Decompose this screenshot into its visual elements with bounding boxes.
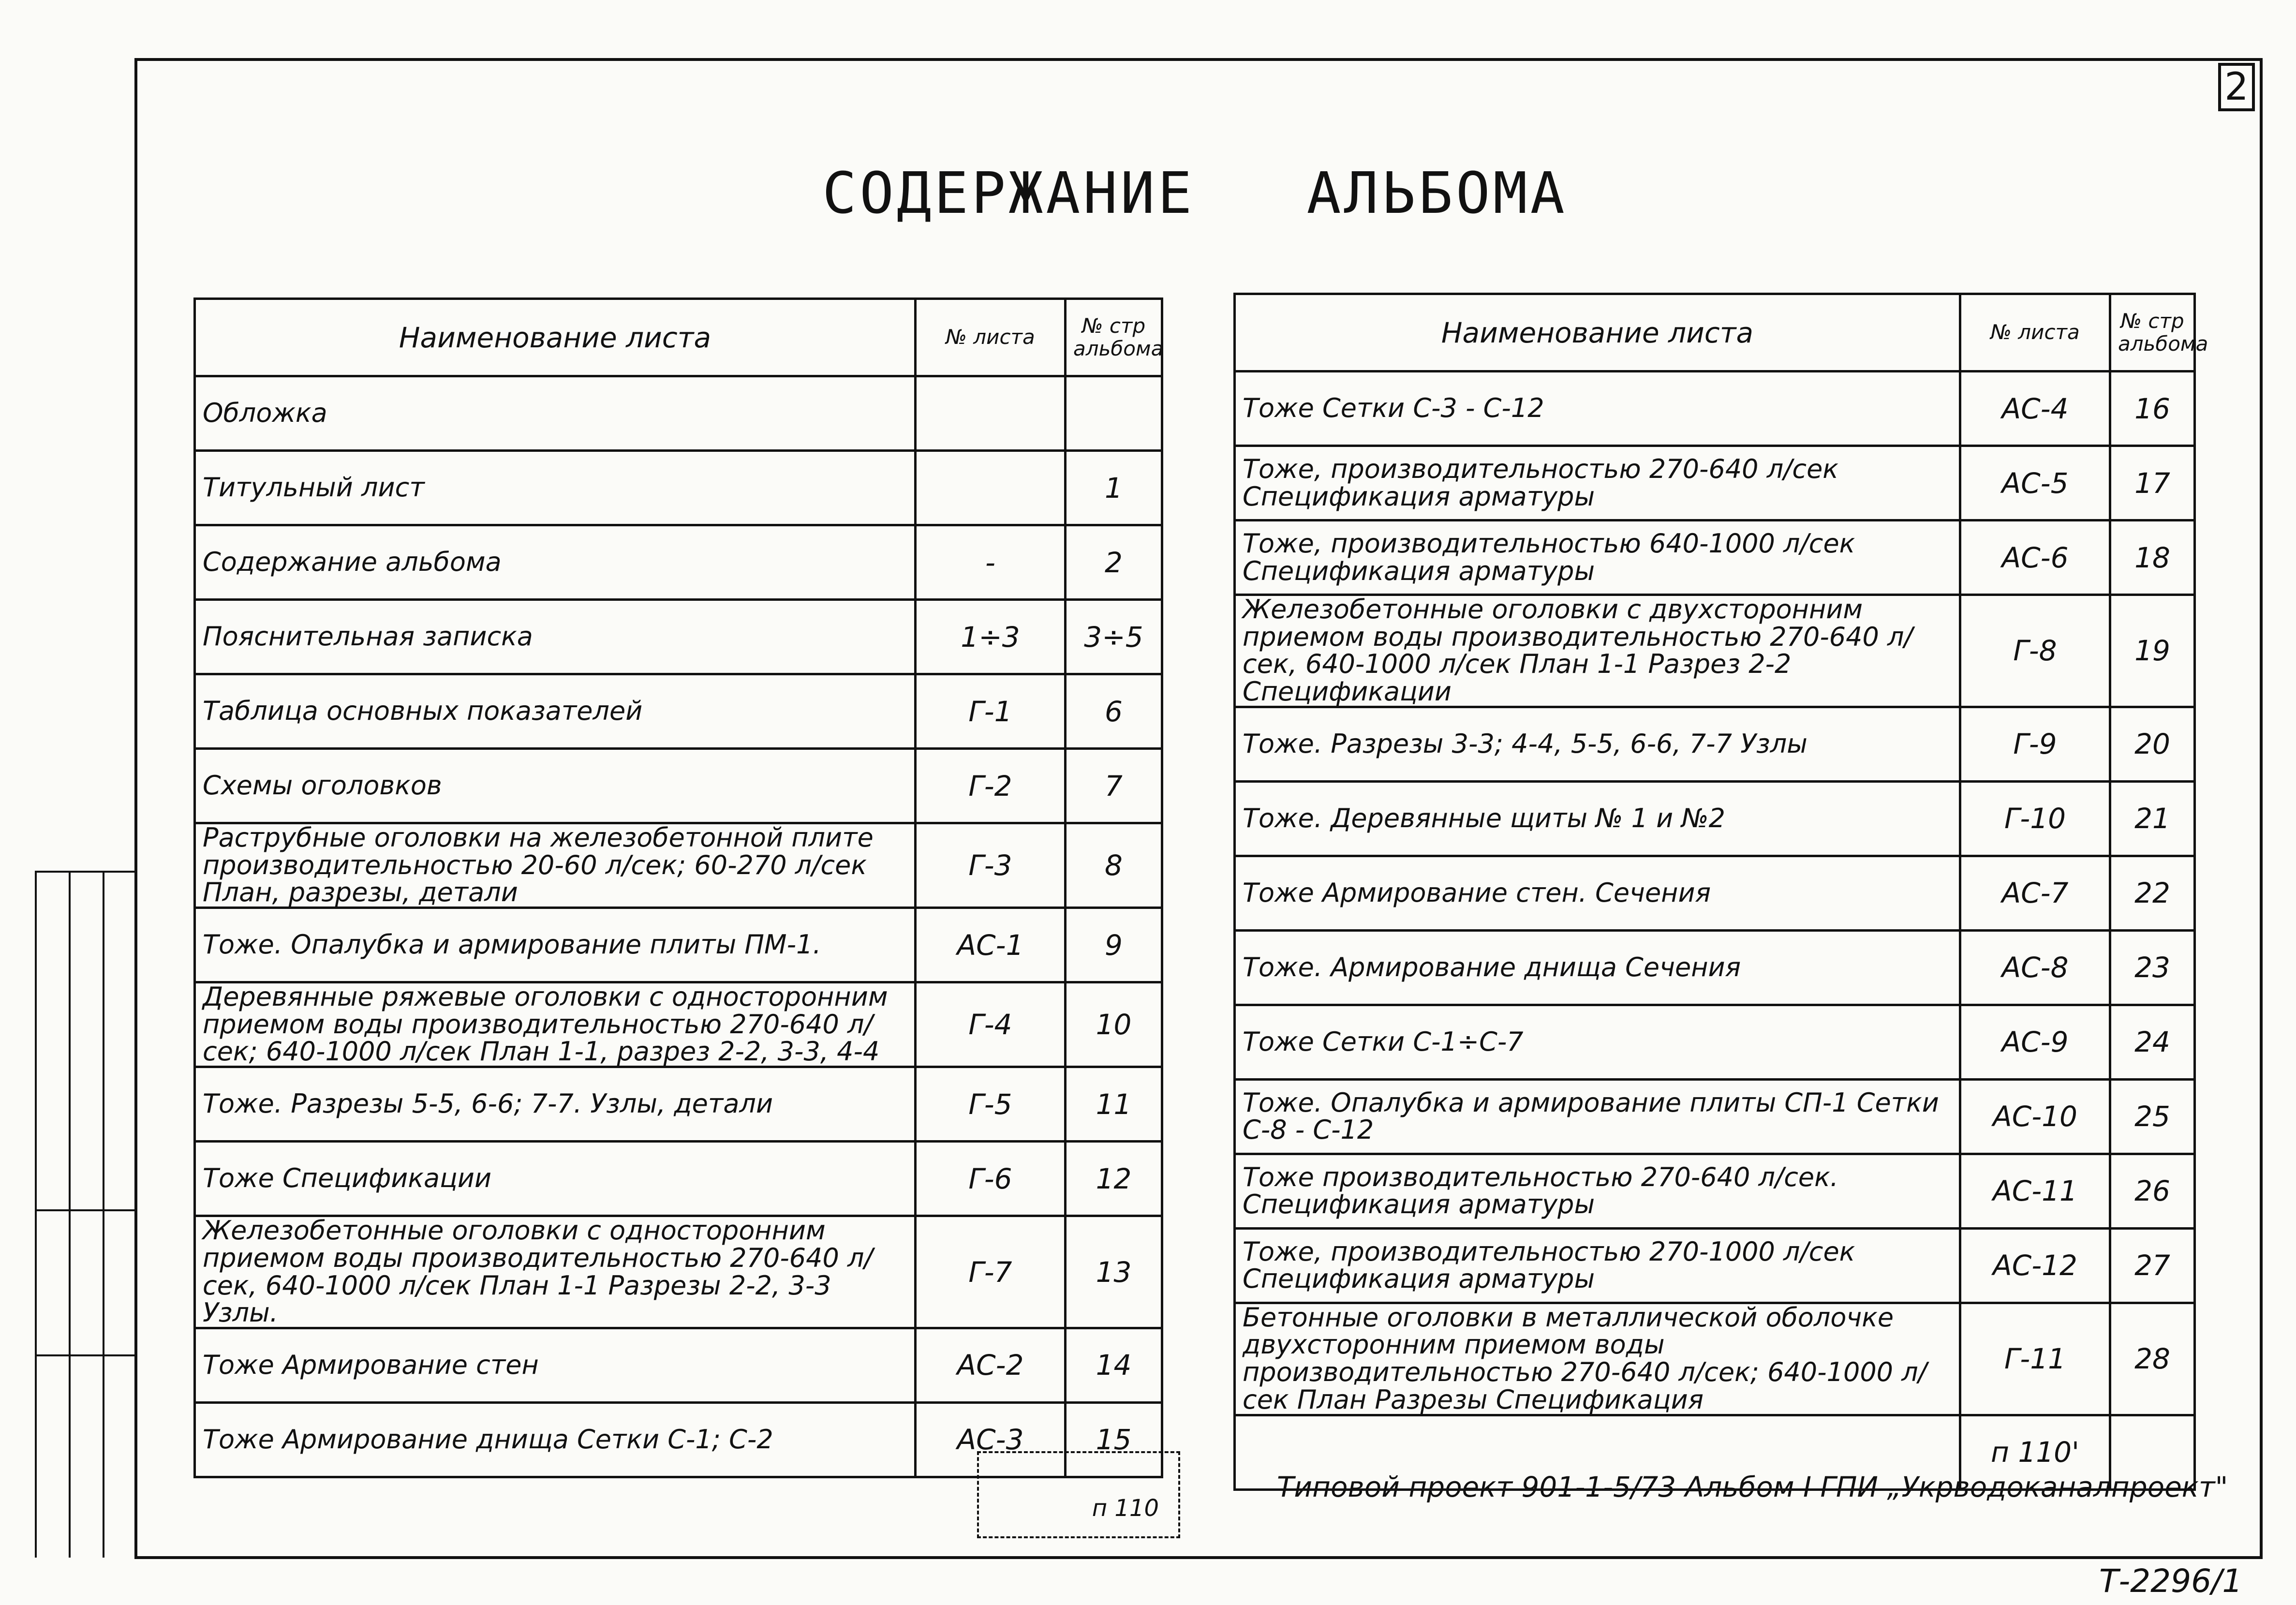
sheet-title-cell: Железобетонные оголовки с односторонним приемом воды производительностью 270-640 л/сек, 640-1000 л/сек План 1-1 Разрезы 2-2, 3-3 Узлы. [195,1216,916,1328]
table-row [195,908,1162,982]
project-stamp: Типовой проект 901-1-5/73 Альбом I ГПИ „Укрводоканалпроект" [1277,1471,2228,1503]
page-reference: п 110 [1092,1495,1159,1522]
sheet-number-cell: Г-1 [916,674,1066,749]
page-number-cell: 26 [2110,1154,2195,1228]
sheet-number-cell: п 110' [1960,1415,2110,1489]
table-row [195,376,1162,451]
page-number-cell: 24 [2110,1005,2195,1079]
sheet-title-cell: Обложка [195,376,916,451]
sheet-number: 2 [2224,65,2249,109]
page-number-cell: 3÷5 [1066,600,1162,674]
table-row [1235,1079,2195,1154]
sheet-number-cell: АС-10 [1960,1079,2110,1154]
sheet-title-cell: Тоже, производительностью 270-1000 л/сек Спецификация арматуры [1235,1228,1960,1303]
sheet-title-cell: Титульный лист [195,451,916,525]
sheet-title-cell: Бетонные оголовки в металлической оболочке двухсторонним приемом воды производительностью 270-640 л/сек; 640-1000 л/сек План Разрезы Спецификация [1235,1303,1960,1415]
page-number-cell: 11 [1066,1067,1162,1142]
table-row [1235,1228,2195,1303]
sheet-title-cell: Пояснительная записка [195,600,916,674]
table-row [1235,707,2195,781]
sheet-number-cell: Г-7 [916,1216,1066,1328]
page-number-cell: 8 [1066,823,1162,908]
table-header-row [195,299,1162,376]
table-row [1235,1303,2195,1415]
table-row [1235,520,2195,595]
sheet-number-cell: АС-4 [1960,372,2110,446]
page-number-cell: 12 [1066,1142,1162,1216]
sheet-title-cell: Тоже Сетки С-3 - С-12 [1235,372,1960,446]
header-name: Наименование листа [1235,294,1960,372]
sheet-title-cell: Тоже Спецификации [195,1142,916,1216]
table-row [1235,372,2195,446]
sheet-number-cell: АС-11 [1960,1154,2110,1228]
page-number-cell [1066,376,1162,451]
table-row [1235,930,2195,1005]
table-row [1235,595,2195,707]
page-number-cell: 20 [2110,707,2195,781]
sheet-number-cell: АС-1 [916,908,1066,982]
sheet-number-cell: АС-6 [1960,520,2110,595]
page-number-cell: 22 [2110,856,2195,930]
sheet-number-cell: Г-10 [1960,781,2110,856]
sheet-number-cell: 1÷3 [916,600,1066,674]
page-number-cell: 1 [1066,451,1162,525]
page-number-cell: 10 [1066,982,1162,1067]
page-title: СОДЕРЖАНИЕ АЛЬБОМА [822,160,1568,226]
table-row [1235,1154,2195,1228]
page-number-cell: 15 [1066,1402,1162,1477]
table-header-row [1235,294,2195,372]
sheet-title-cell: Тоже производительностью 270-640 л/сек. Спецификация арматуры [1235,1154,1960,1228]
sheet-title-cell: Тоже. Опалубка и армирование плиты ПМ-1. [195,908,916,982]
sheet-title-cell: Тоже, производительностью 640-1000 л/сек Спецификация арматуры [1235,520,1960,595]
sheet-number-cell: - [916,525,1066,600]
sheet-number-cell: Г-11 [1960,1303,2110,1415]
contents-table-right [1233,293,2208,1491]
header-page-no: № стр альбома [2110,294,2195,372]
table-row [195,1067,1162,1142]
sheet-title-cell: Тоже. Армирование днища Сечения [1235,930,1960,1005]
page-number-cell: 16 [2110,372,2195,446]
sheet-title-cell: Тоже. Опалубка и армирование плиты СП-1 Сетки С-8 - С-12 [1235,1079,1960,1154]
sheet-title-cell: Таблица основных показателей [195,674,916,749]
table-row [195,1328,1162,1402]
table-row [195,982,1162,1067]
page-number-cell: 9 [1066,908,1162,982]
sheet-number-cell: Г-2 [916,749,1066,823]
sheet-number-cell [916,376,1066,451]
sheet-number-cell: АС-7 [1960,856,2110,930]
page-number-cell: 18 [2110,520,2195,595]
sheet-title-cell: Тоже. Разрезы 5-5, 6-6; 7-7. Узлы, детали [195,1067,916,1142]
sheet-number-cell: АС-8 [1960,930,2110,1005]
table-row [195,451,1162,525]
sheet-number-cell: Г-8 [1960,595,2110,707]
table-row [195,749,1162,823]
sheet-title-cell: Тоже. Разрезы 3-3; 4-4, 5-5, 6-6, 7-7 Узлы [1235,707,1960,781]
table-row [195,1216,1162,1328]
sheet-number-cell: АС-9 [1960,1005,2110,1079]
page-number-cell: 28 [2110,1303,2195,1415]
sheet-number-cell: АС-5 [1960,446,2110,520]
sheet-title-cell: Тоже Сетки С-1÷С-7 [1235,1005,1960,1079]
table-row [195,1142,1162,1216]
table-row [195,525,1162,600]
sheet-title-cell: Железобетонные оголовки с двухсторонним приемом воды производительностью 270-640 л/сек, 640-1000 л/сек План 1-1 Разрез 2-2 Спецификации [1235,595,1960,707]
header-name: Наименование листа [195,299,916,376]
sheet-number-cell: Г-4 [916,982,1066,1067]
sheet-title-cell: Тоже Армирование стен [195,1328,916,1402]
sheet-number-cell: АС-2 [916,1328,1066,1402]
document-code: Т-2296/1 [2099,1562,2243,1600]
sheet-number-cell: Г-9 [1960,707,2110,781]
sheet-title-cell: Тоже Армирование днища Сетки С-1; С-2 [195,1402,916,1477]
sheet-title-cell: Схемы оголовков [195,749,916,823]
table-row [195,674,1162,749]
sheet-number-cell [916,451,1066,525]
table-row [1235,446,2195,520]
page-number-cell: 6 [1066,674,1162,749]
table-row [195,600,1162,674]
sheet-title-cell: Содержание альбома [195,525,916,600]
header-sheet-no: № листа [1960,294,2110,372]
table-row [195,823,1162,908]
header-page-no: № стр альбома [1066,299,1162,376]
sheet-title-cell: Деревянные ряжевые оголовки с односторонним приемом воды производительностью 270-640 л/сек; 640-1000 л/сек План 1-1, разрез 2-2, 3-3, 4-4 [195,982,916,1067]
page-reference-box [977,1451,1180,1538]
table-row [1235,781,2195,856]
sheet-number-cell: АС-12 [1960,1228,2110,1303]
sheet-number-box [2218,63,2255,111]
header-sheet-no: № листа [916,299,1066,376]
page-number-cell: 21 [2110,781,2195,856]
page-number-cell: 13 [1066,1216,1162,1328]
page-number-cell: 7 [1066,749,1162,823]
sheet-title-cell: Тоже, производительностью 270-640 л/сек Спецификация арматуры [1235,446,1960,520]
page-number-cell: 19 [2110,595,2195,707]
page-number-cell: 17 [2110,446,2195,520]
page-number-cell: 27 [2110,1228,2195,1303]
page-number-cell: 14 [1066,1328,1162,1402]
sheet-number-cell: Г-3 [916,823,1066,908]
sheet-number-cell: Г-6 [916,1142,1066,1216]
sheet-title-cell: Тоже Армирование стен. Сечения [1235,856,1960,930]
contents-table-left [193,297,1163,1478]
sheet-title-cell: Тоже. Деревянные щиты № 1 и №2 [1235,781,1960,856]
page-number-cell: 25 [2110,1079,2195,1154]
side-stamp-strip [35,871,134,1558]
sheet-title-cell: Раструбные оголовки на железобетонной плите производительностью 20-60 л/сек; 60-270 л/сек План, разрезы, детали [195,823,916,908]
page-number-cell: 2 [1066,525,1162,600]
table-row [1235,1005,2195,1079]
sheet-number-cell: АС-3 [916,1402,1066,1477]
sheet-number-cell: Г-5 [916,1067,1066,1142]
table-row [1235,856,2195,930]
page-number-cell: 23 [2110,930,2195,1005]
